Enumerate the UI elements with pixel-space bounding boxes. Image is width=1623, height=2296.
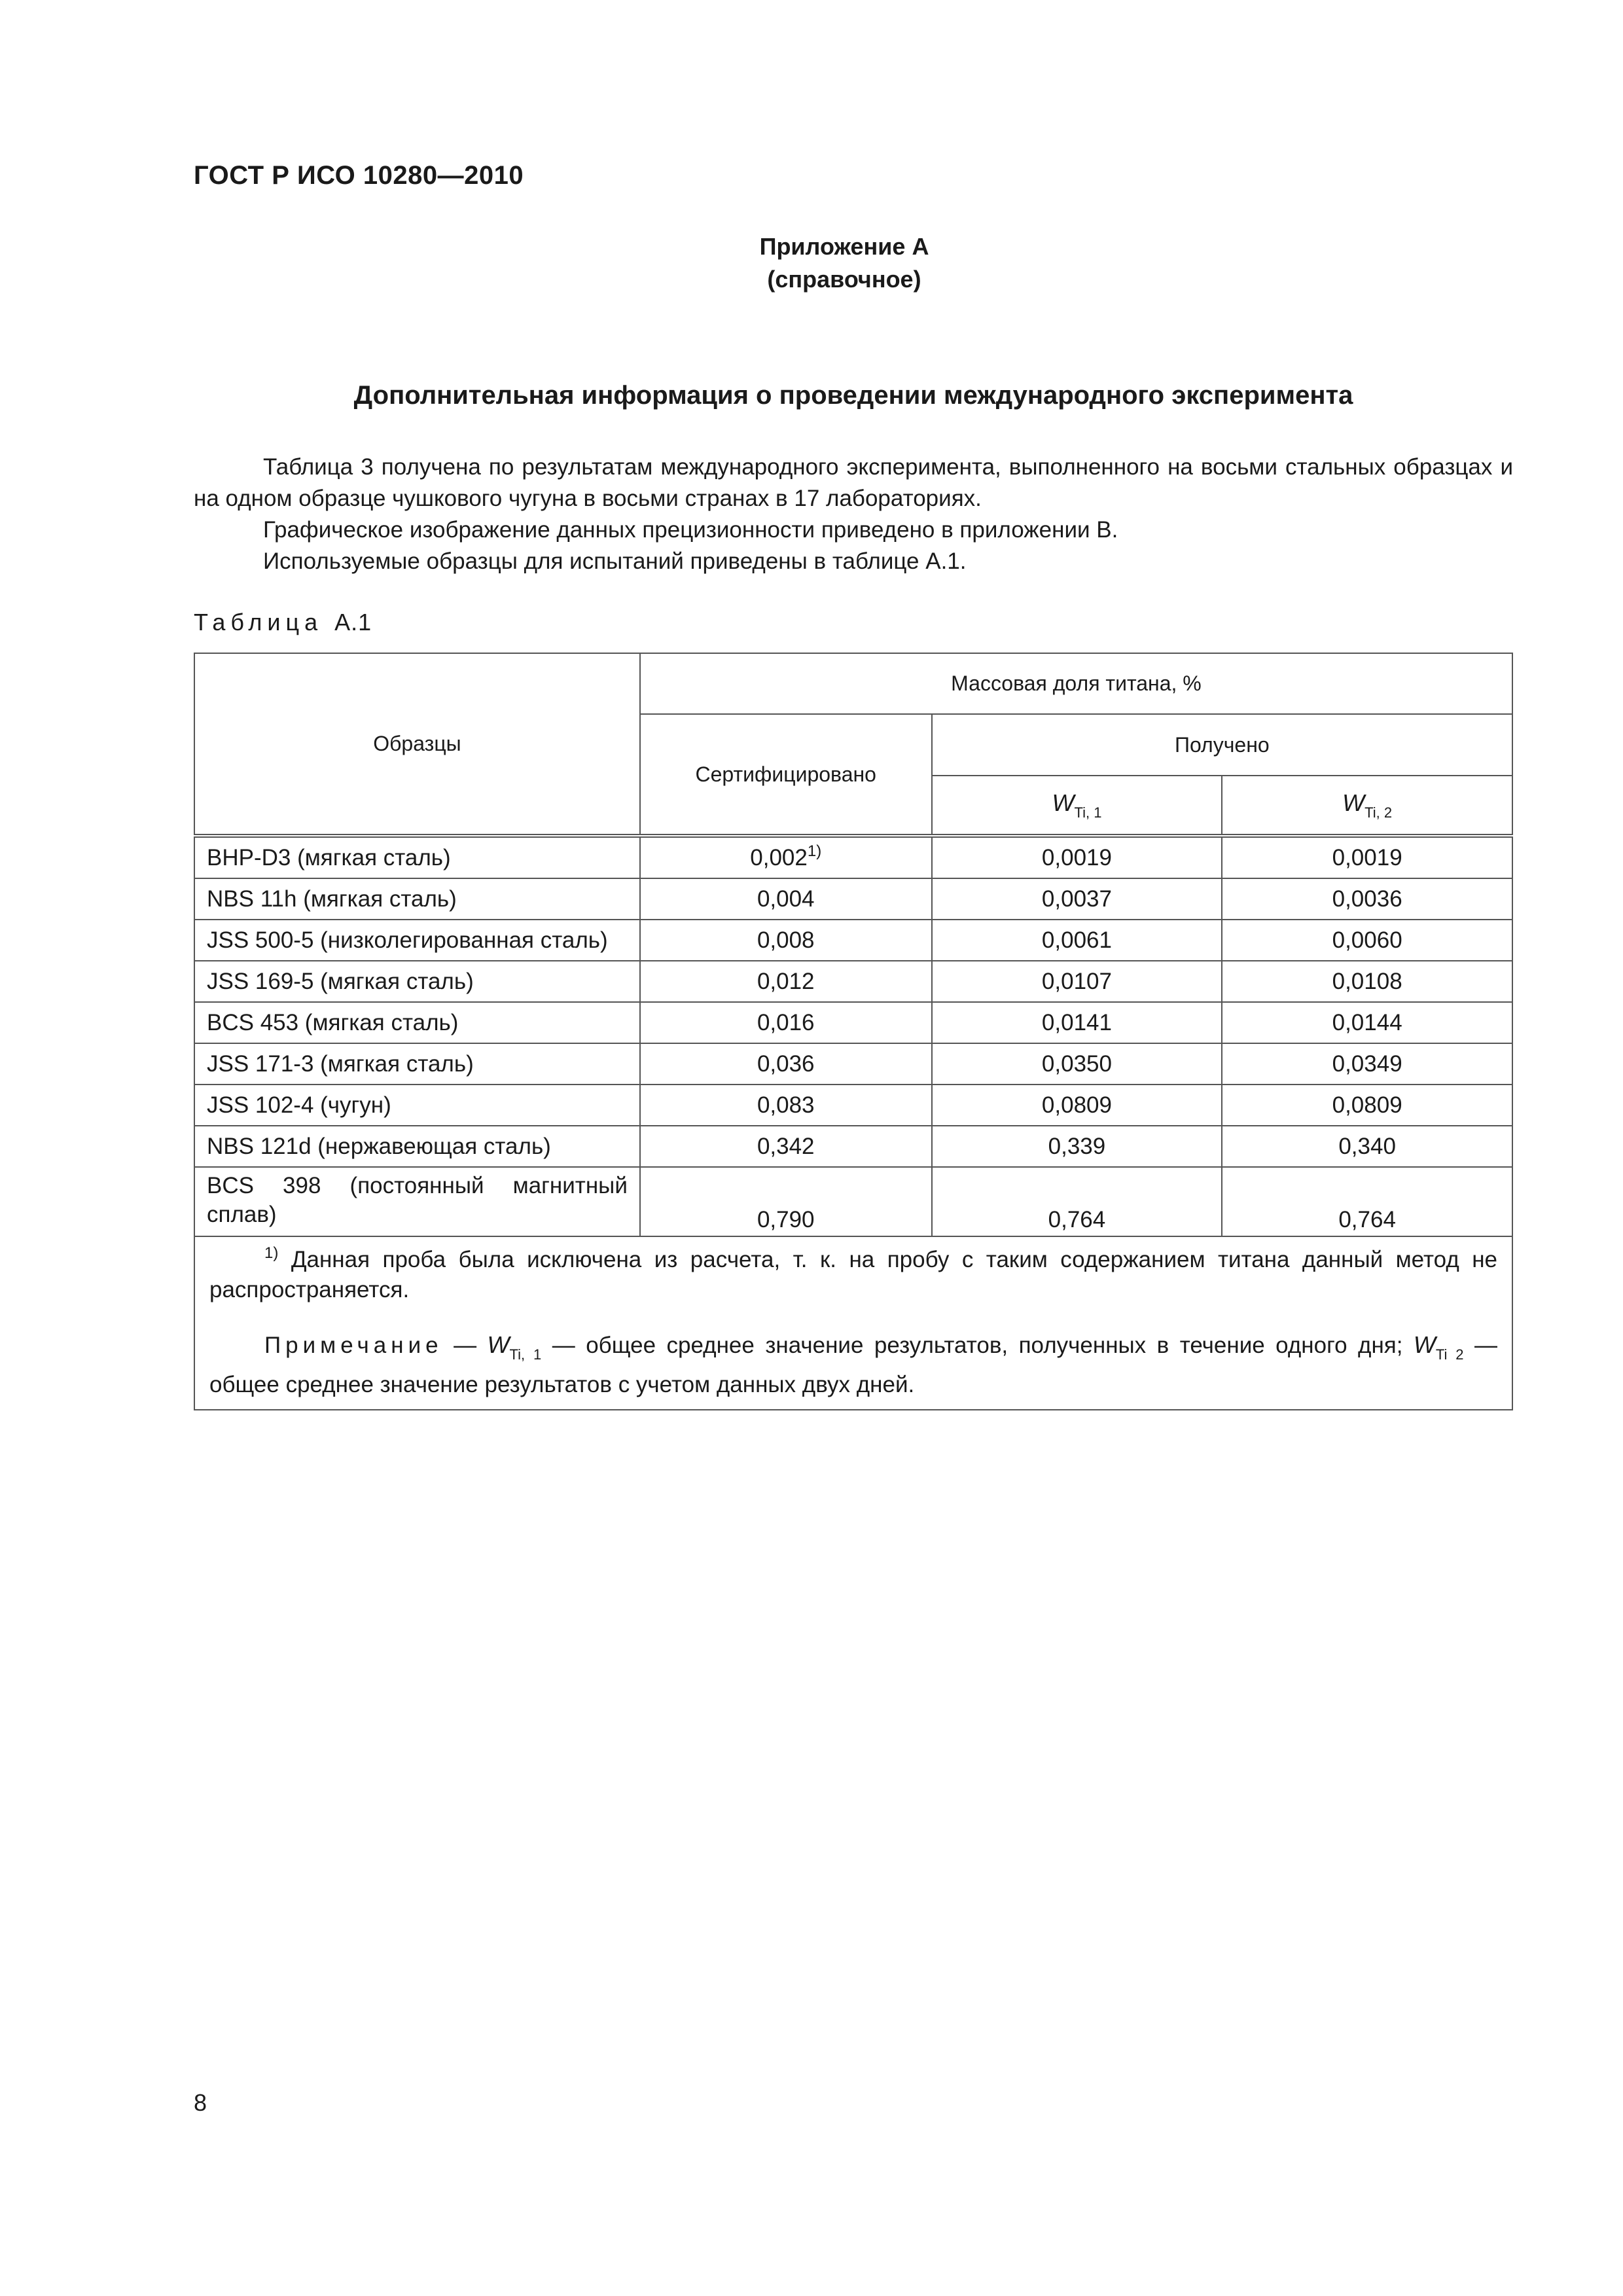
w2-value: 0,0060 — [1222, 920, 1512, 961]
note-label: Примечание — [264, 1333, 443, 1358]
header-w-ti-2 — [1222, 776, 1512, 836]
w2-value: 0,0108 — [1222, 961, 1512, 1002]
certified-value: 0,016 — [640, 1002, 932, 1043]
document-header: ГОСТ Р ИСО 10280—2010 — [194, 161, 524, 190]
w1-value: 0,0037 — [932, 878, 1222, 920]
w-subscript: Ti, 1 — [1074, 804, 1102, 821]
table-row — [194, 920, 1512, 961]
certified-value — [640, 836, 932, 878]
footnote-text: Данная проба была исключена из расчета, т. к. на пробу с таким содержанием титана данный метод не распространяется. — [209, 1247, 1497, 1302]
w1-value: 0,0061 — [932, 920, 1222, 961]
appendix-heading — [0, 230, 1623, 296]
table-row — [194, 1167, 1512, 1236]
w2-value: 0,764 — [1222, 1167, 1512, 1236]
sample-name: NBS 121d (нержавеющая сталь) — [194, 1126, 640, 1167]
certified-value: 0,012 — [640, 961, 932, 1002]
sample-name: JSS 500-5 (низколегированная сталь) — [194, 920, 640, 961]
w1-value: 0,764 — [932, 1167, 1222, 1236]
certified-number: 0,002 — [750, 844, 808, 870]
certified-value: 0,036 — [640, 1043, 932, 1085]
w1-value: 0,0809 — [932, 1085, 1222, 1126]
sample-name: JSS 102-4 (чугун) — [194, 1085, 640, 1126]
w-symbol: W — [487, 1331, 510, 1358]
table-caption-number: А.1 — [334, 609, 372, 636]
w-subscript: Ti, 2 — [1364, 804, 1393, 821]
paragraph: Графическое изображение данных прецизионности приведено в приложении В. — [263, 517, 1118, 543]
w-symbol: W — [1052, 789, 1075, 816]
sample-name: BCS 453 (мягкая сталь) — [194, 1002, 640, 1043]
certified-value: 0,083 — [640, 1085, 932, 1126]
header-samples: Образцы — [194, 653, 640, 836]
sample-name: JSS 171-3 (мягкая сталь) — [194, 1043, 640, 1085]
page-number: 8 — [194, 2089, 207, 2116]
paragraph: Таблица 3 получена по результатам международного эксперимента, выполненного на восьми стальных образцах и на одном образце чушкового чугуна в восьми странах в 17 лабораториях. — [194, 454, 1513, 511]
w1-value: 0,0107 — [932, 961, 1222, 1002]
note-dash: — — [442, 1333, 488, 1358]
header-obtained: Получено — [932, 714, 1512, 776]
table-row — [194, 961, 1512, 1002]
w2-value: 0,340 — [1222, 1126, 1512, 1167]
w2-value: 0,0144 — [1222, 1002, 1512, 1043]
table-footer-row — [194, 1236, 1512, 1410]
table-row — [194, 1126, 1512, 1167]
header-certified: Сертифицировано — [640, 714, 932, 836]
body-text — [194, 452, 1513, 577]
footnote — [209, 1245, 1497, 1305]
w2-value: 0,0019 — [1222, 836, 1512, 878]
w1-value: 0,0141 — [932, 1002, 1222, 1043]
sample-name: JSS 169-5 (мягкая сталь) — [194, 961, 640, 1002]
table-row — [194, 836, 1512, 878]
w-symbol: W — [1413, 1331, 1436, 1358]
table-row — [194, 1002, 1512, 1043]
w1-value: 0,339 — [932, 1126, 1222, 1167]
appendix-type: (справочное) — [767, 266, 921, 293]
header-mass-fraction: Массовая доля титана, % — [640, 653, 1512, 714]
table-caption — [194, 609, 372, 636]
certified-value: 0,790 — [640, 1167, 932, 1236]
table-note — [209, 1330, 1497, 1400]
w-subscript: Ti 2 — [1435, 1346, 1464, 1363]
samples-table — [194, 653, 1513, 1410]
w2-value: 0,0349 — [1222, 1043, 1512, 1085]
sample-name: BHP-D3 (мягкая сталь) — [194, 836, 640, 878]
footnote-mark: 1) — [264, 1244, 279, 1262]
paragraph: Используемые образцы для испытаний приведены в таблице А.1. — [263, 548, 967, 574]
w1-value: 0,0350 — [932, 1043, 1222, 1085]
table-caption-label: Таблица — [194, 609, 323, 636]
note-text-1: — общее среднее значение результатов, полученных в течение одного дня; — [541, 1333, 1414, 1358]
footnote-ref: 1) — [807, 842, 822, 860]
section-title: Дополнительная информация о проведении международного эксперимента — [353, 381, 1353, 410]
w2-value: 0,0809 — [1222, 1085, 1512, 1126]
sample-name: NBS 11h (мягкая сталь) — [194, 878, 640, 920]
w-symbol: W — [1342, 789, 1365, 816]
table-row — [194, 1043, 1512, 1085]
header-w-ti-1 — [932, 776, 1222, 836]
w-subscript: Ti, 1 — [509, 1346, 542, 1363]
appendix-title: Приложение А — [759, 233, 929, 260]
certified-value: 0,342 — [640, 1126, 932, 1167]
table-row — [194, 1085, 1512, 1126]
certified-value: 0,004 — [640, 878, 932, 920]
w2-value: 0,0036 — [1222, 878, 1512, 920]
sample-name: BCS 398 (постоянный магнитный сплав) — [194, 1167, 640, 1236]
certified-value: 0,008 — [640, 920, 932, 961]
w1-value: 0,0019 — [932, 836, 1222, 878]
note-text-2: — общее среднее значение результатов с учетом данных двух дней. — [209, 1333, 1497, 1397]
table-footer — [194, 1236, 1512, 1410]
table-row — [194, 878, 1512, 920]
